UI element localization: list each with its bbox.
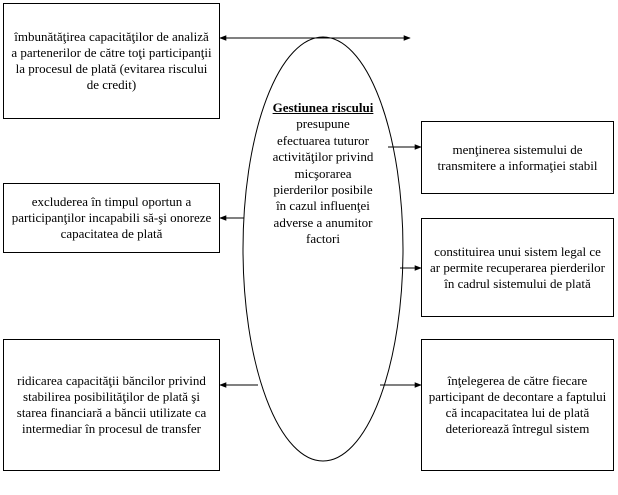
- box-right-bottom-text: înţelegerea de către fiecare participant de decontare a faptului că incapacitatea lui de plată deteriorează întregul sistem: [428, 373, 607, 436]
- box-left-middle: [3, 183, 220, 253]
- center-title: Gestiunea riscului: [272, 100, 374, 115]
- center-text: [272, 100, 374, 248]
- center-body: presupune efectuarea tuturor activităţilor privind micşorarea pierderilor posibile în cazul influenţei adverse a anumitor factori: [272, 116, 374, 247]
- box-left-bottom: [3, 339, 220, 471]
- box-right-middle: [421, 218, 614, 317]
- box-right-bottom: [421, 339, 614, 471]
- box-right-middle-text: constituirea unui sistem legal ce ar permite recuperarea pierderilor în cadrul sistemului de plată: [429, 243, 606, 291]
- box-left-top: [3, 3, 220, 119]
- box-right-top-text: menţinerea sistemului de transmitere a informaţiei stabil: [437, 141, 598, 173]
- box-left-middle-text: excluderea în timpul oportun a participanţilor incapabili să-şi onoreze capacitatea de plată: [11, 194, 212, 241]
- box-left-top-text: îmbunătăţirea capacităţilor de analiză a partenerilor de către toţi participanţii la procesul de plată (evitarea riscului de credit): [11, 29, 212, 92]
- box-right-top: [421, 121, 614, 194]
- box-left-bottom-text: ridicarea capacităţii băncilor privind stabilirea posibilităţilor de plată şi starea financiară a băncii utilizate ca intermediar în procesul de transfer: [16, 373, 207, 436]
